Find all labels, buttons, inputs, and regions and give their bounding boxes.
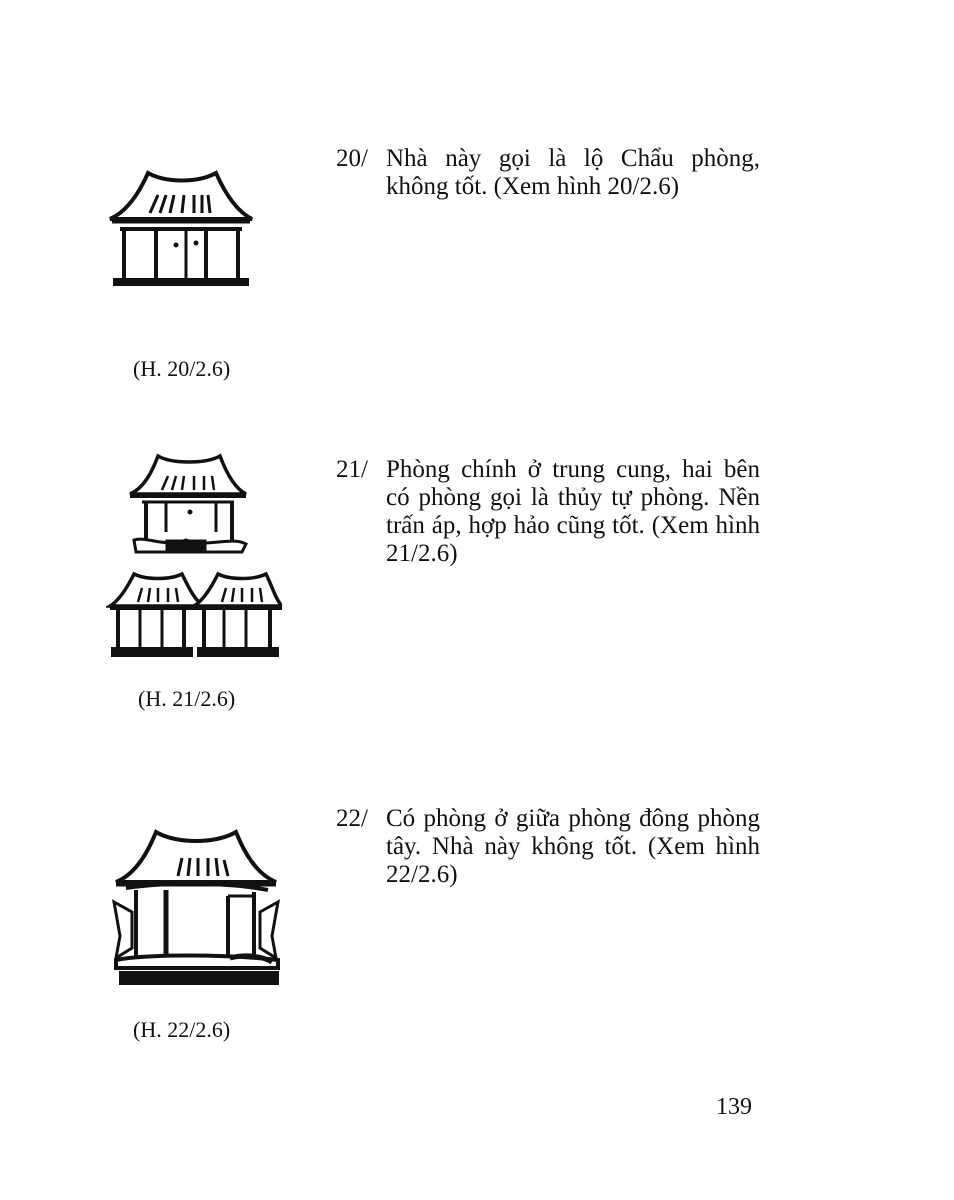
figure-caption: (H. 20/2.6): [133, 356, 231, 381]
entry-number: 20/: [336, 145, 368, 172]
entry-number: 21/: [336, 456, 368, 483]
entry-20: [336, 145, 760, 201]
entry-22: [336, 805, 760, 889]
house-with-wings-icon: [106, 826, 286, 994]
figure-caption: (H. 21/2.6): [138, 686, 236, 711]
figure-20-house-icon: [106, 165, 256, 287]
three-houses-icon: [106, 452, 282, 664]
entry-body: Có phòng ở giữa phòng đông phòng tây. Nhà này không tốt. (Xem hình 22/2.6): [386, 805, 760, 888]
house-icon: [106, 165, 256, 287]
entry-21: [336, 456, 760, 568]
figure-caption: (H. 22/2.6): [133, 1017, 231, 1042]
figure-22-house-with-wings-icon: [106, 826, 286, 994]
entry-body: Phòng chính ở trung cung, hai bên có phòng gọi là thủy tự phòng. Nền trấn áp, hợp hảo cũng tốt. (Xem hình 21/2.6): [386, 456, 760, 567]
figure-21-three-houses-icon: [106, 452, 282, 664]
entry-body: Nhà này gọi là lộ Chẩu phòng, không tốt. (Xem hình 20/2.6): [386, 145, 760, 200]
entry-number: 22/: [336, 805, 368, 832]
page-number: 139: [716, 1094, 752, 1120]
